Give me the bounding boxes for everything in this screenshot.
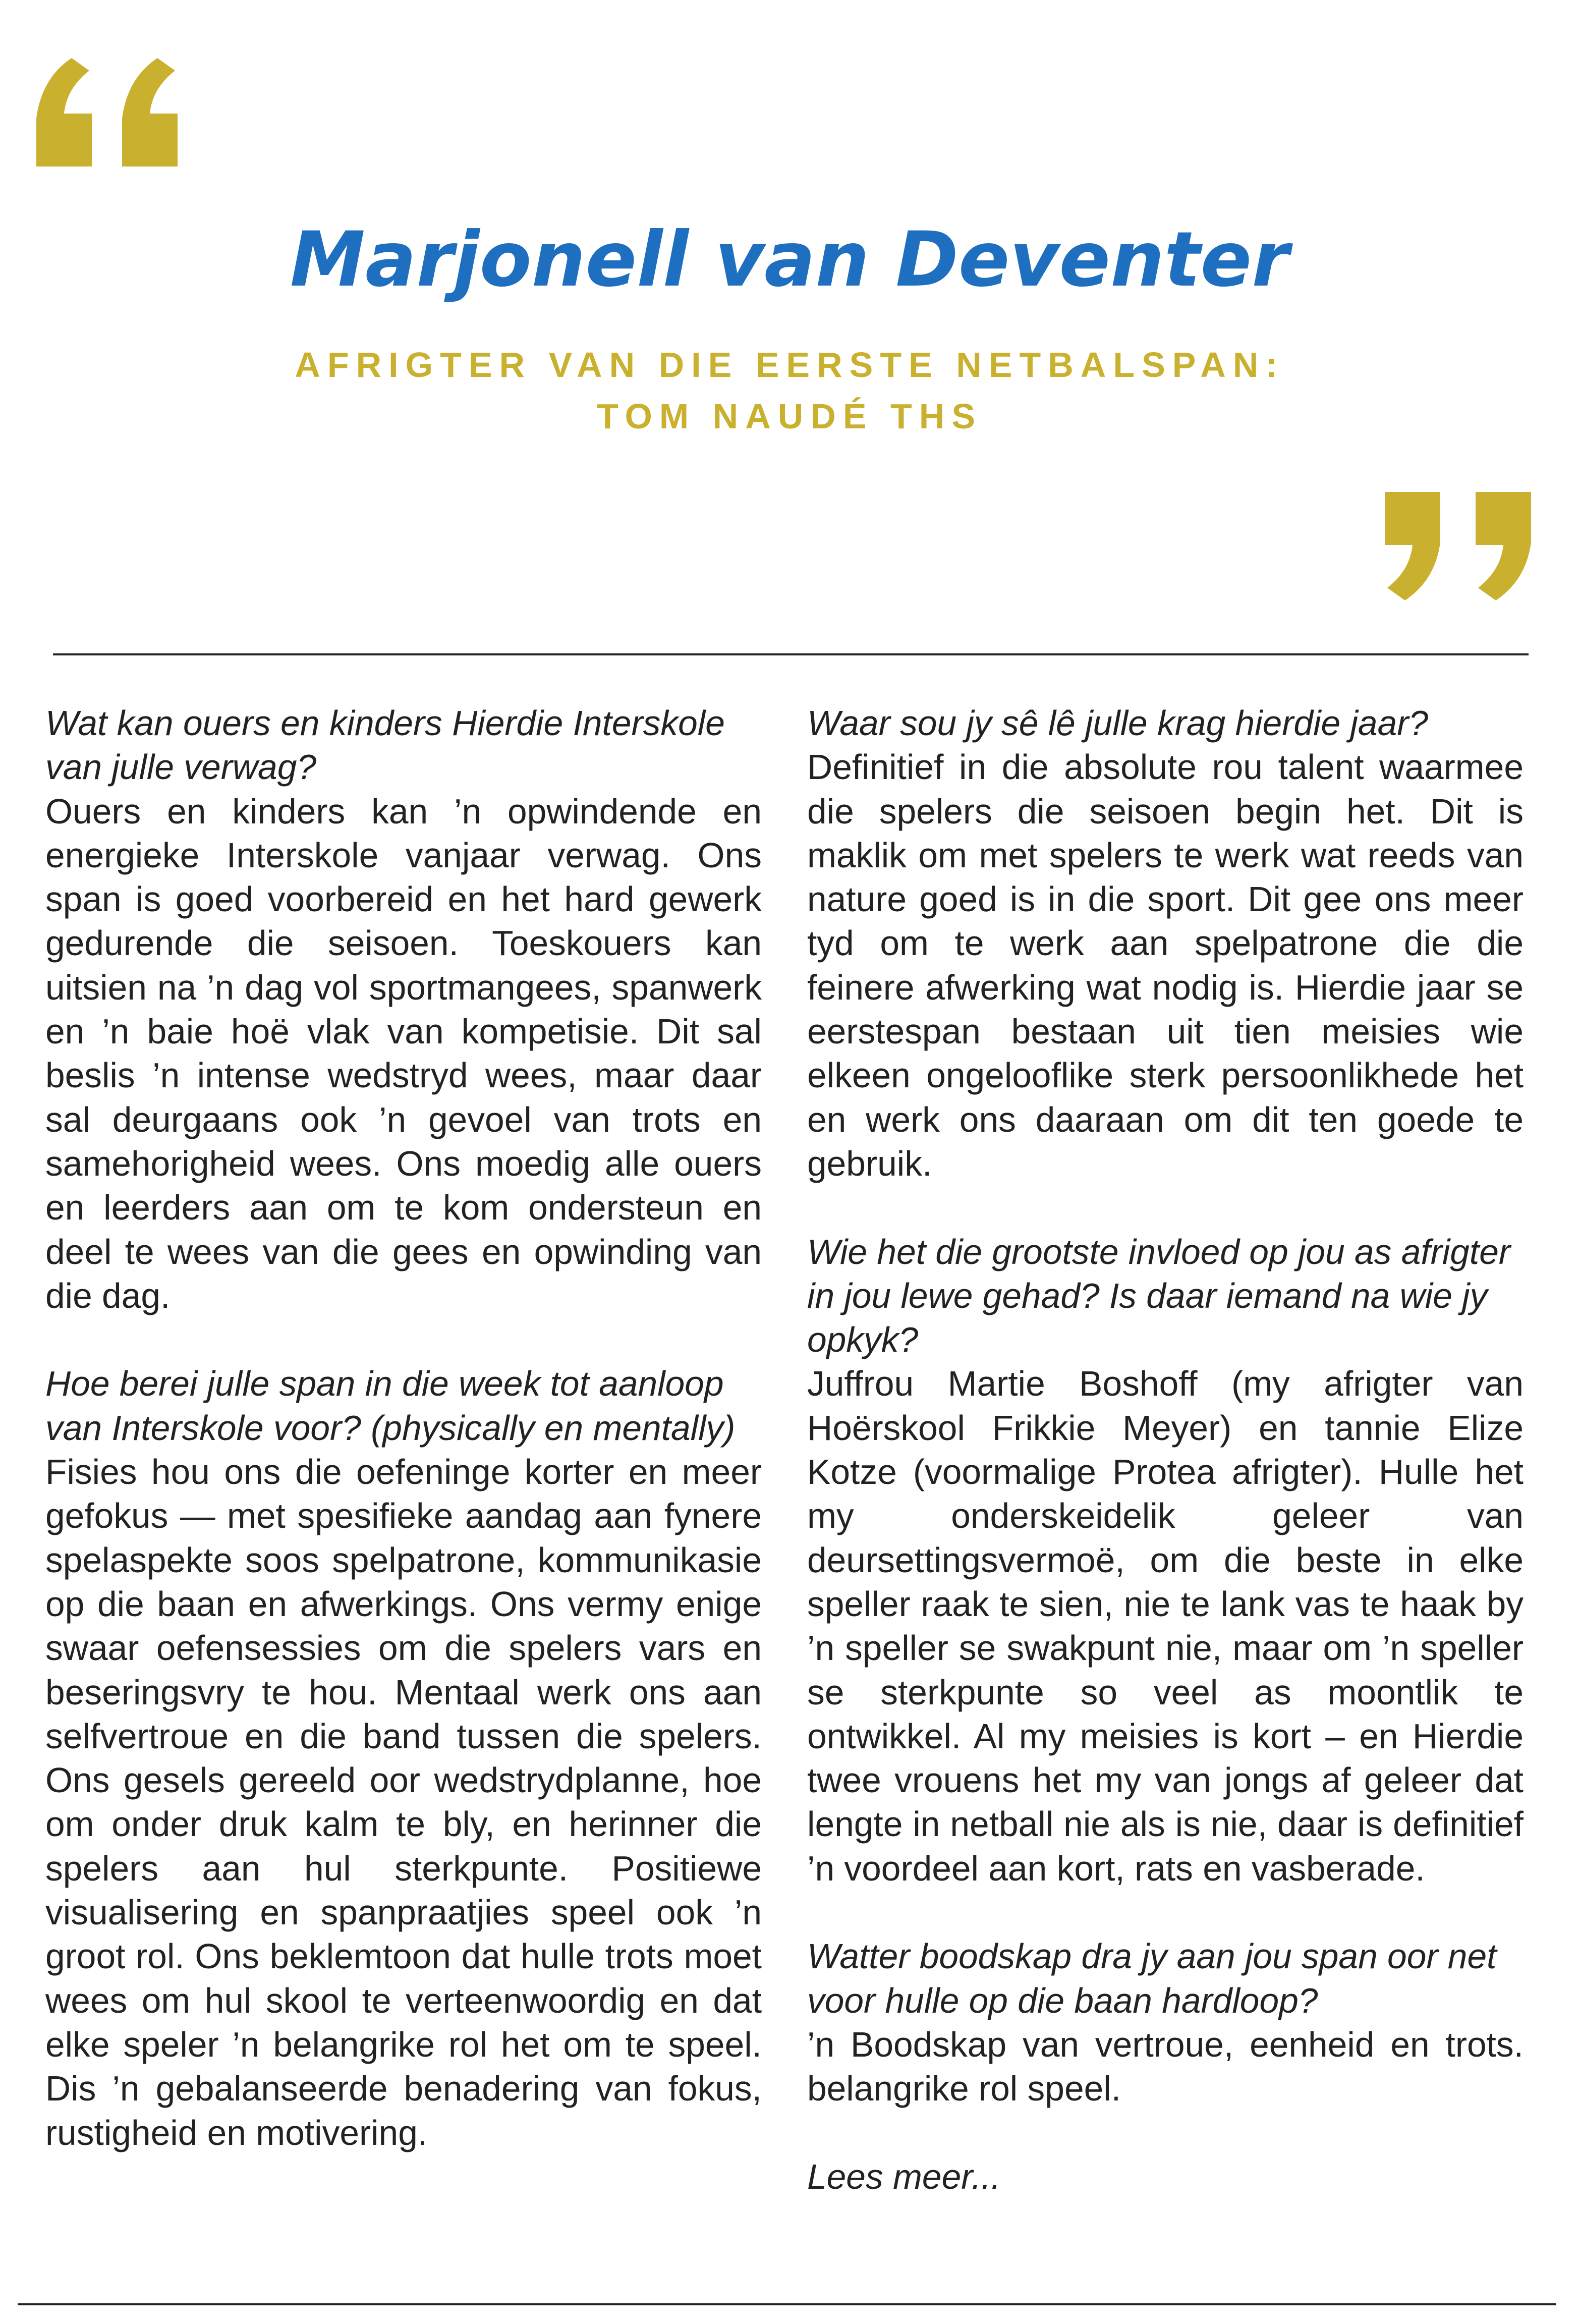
subtitle-line-2: TOM NAUDÉ THS <box>596 397 983 436</box>
subtitle <box>0 339 1579 442</box>
top-divider <box>53 653 1529 655</box>
question-5: Watter boodskap dra jy aan jou span oor net voor hulle op die baan hardloop? <box>807 1936 1497 2020</box>
answer-5: ’n Boodskap van vertroue, eenheid en trots. belangrike rol speel. <box>807 2024 1524 2109</box>
read-more-link[interactable]: Lees meer... <box>807 2156 1001 2196</box>
question-3: Waar sou jy sê lê julle krag hierdie jaar? <box>807 703 1429 743</box>
question-2: Hoe berei julle span in die week tot aanloop van Interskole voor? (physically en mentally) <box>45 1364 736 1448</box>
left-column <box>45 701 762 2155</box>
subtitle-line-1: AFRIGTER VAN DIE EERSTE NETBALSPAN: <box>295 345 1284 384</box>
answer-2: Fisies hou ons die oefeninge korter en meer gefokus — met spesifieke aandag aan fynere spelaspekte soos spelpatrone, kommunikasie op die baan en afwerkings. Ons vermy enige swaar oefensessies om die spelers vars en beseringsvry te hou. Mentaal werk ons aan selfvertroue en die band tussen die spelers. Ons gesels gereeld oor wedstrydplanne, hoe om onder druk kalm te bly, en herinner die spelers aan hul sterkpunte. Positiewe visualisering en spanpraatjies speel ook ’n groot rol. Ons beklemtoon dat hulle trots moet wees om hul skool te verteenwoordig en dat elke speler ’n belangrike rol het om te speel. Dis ’n gebalanseerde benadering van fokus, rustigheid en motivering. <box>45 1452 762 2152</box>
question-4: Wie het die grootste invloed op jou as afrigter in jou lewe gehad? Is daar iemand na wie jy opkyk? <box>807 1232 1511 1360</box>
right-column <box>807 701 1524 2199</box>
answer-1: Ouers en kinders kan ’n opwindende en energieke Interskole vanjaar verwag. Ons span is goed voorbereid en het hard gewerk gedurende die seisoen. Toeskouers kan uitsien na ’n dag vol sportmangees, spanwerk en ’n baie hoë vlak van kompetisie. Dit sal beslis ’n intense wedstryd wees, maar daar sal deurgaans ook ’n gevoel van trots en samehorigheid wees. Ons moedig alle ouers en leerders aan om te kom ondersteun en deel te wees van die gees en opwinding van die dag. <box>45 791 762 1315</box>
question-1: Wat kan ouers en kinders Hierdie Interskole van julle verwag? <box>45 703 725 787</box>
bottom-divider <box>18 2303 1556 2305</box>
close-quote-icon <box>1385 492 1541 600</box>
answer-3: Definitief in die absolute rou talent waarmee die spelers die seisoen begin het. Dit is maklik om met spelers te werk wat reeds van nature goed is in die sport. Dit gee ons meer tyd om te werk aan spelpatrone die die feinere afwerking wat nodig is. Hierdie jaar se eerstespan bestaan uit tien meisies wie elkeen ongelooflike sterk persoonlikhede het en werk ons daaraan om dit ten goede te gebruik. <box>807 747 1524 1183</box>
answer-4: Juffrou Martie Boshoff (my afrigter van Hoërskool Frikkie Meyer) en tannie Elize Kotze (voormalige Protea afrigter). Hulle het my onderskeidelik geleer van deursettingsvermoë, om die beste in elke speller raak te sien, nie te lank vas te haak by ’n speller se swakpunt nie, maar om ’n speller se sterkpunte so veel as moontlik te ontwikkel. Al my meisies is kort – en Hierdie twee vrouens het my van jongs af geleer dat lengte in netball nie als is nie, daar is definitief ’n voordeel aan kort, rats en vasberade. <box>807 1364 1524 1888</box>
open-quote-icon <box>36 58 193 167</box>
page-title: Marjonell van Deventer <box>290 216 1289 304</box>
